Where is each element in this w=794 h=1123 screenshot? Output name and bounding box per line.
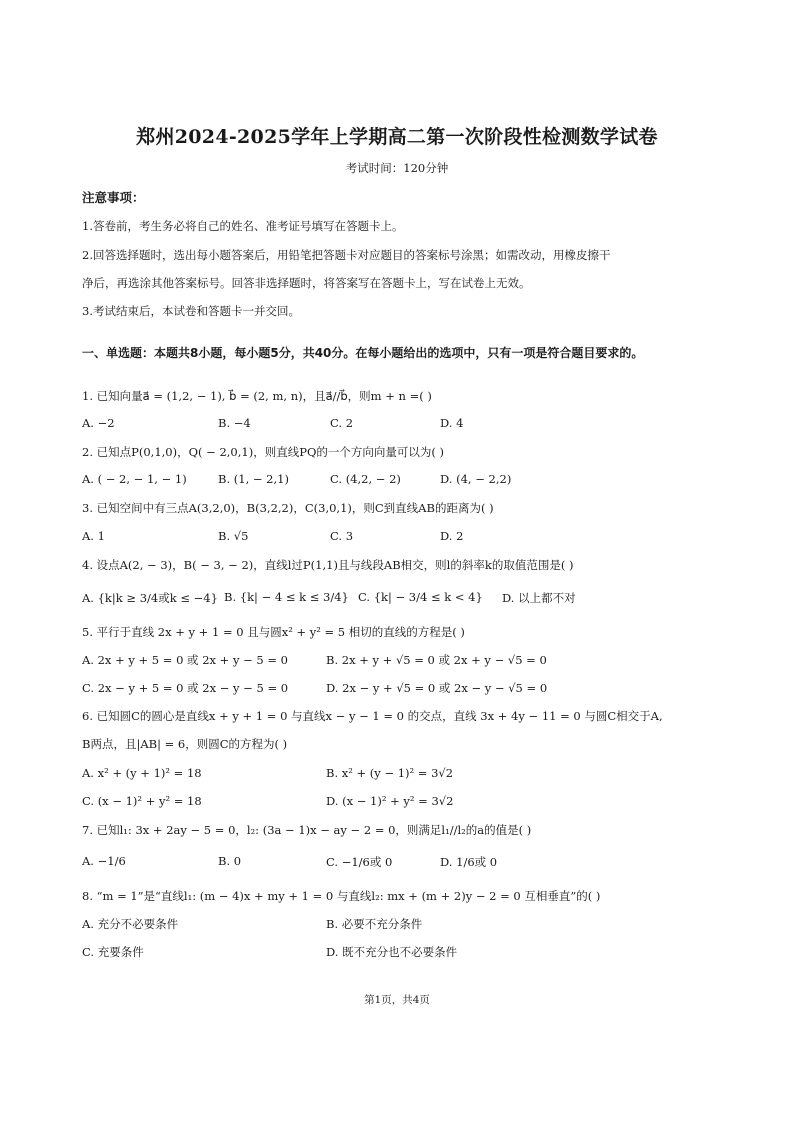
option-a: A. 2x + y + 5 = 0 或 2x + y − 5 = 0 [82,653,288,667]
option-a: A. 1 [82,529,105,543]
option-a: A. {k|k ≥ 3/4或k ≤ −4} [82,591,218,605]
option-c: C. 3 [330,529,354,543]
option-c: C. 2x − y + 5 = 0 或 2x − y − 5 = 0 [82,681,289,695]
section-heading: 一、单选题：本题共8小题，每小题5分，共40分。在每小题给出的选项中，只有一项是符合题目要求的。 [82,346,644,360]
option-a: A. −1/6 [82,854,126,868]
option-c: C. {k| − 3/4 ≤ k < 4} [358,590,483,604]
option-b: B. {k| − 4 ≤ k ≤ 3/4} [224,590,349,604]
option-d: D. (4, − 2,2) [440,472,512,486]
option-b: B. −4 [218,416,251,430]
question-stem: 8. “m = 1”是“直线l₁: (m − 4)x + my + 1 = 0 与直线l₂: mx + (m + 2)y − 2 = 0 互相垂直”的( ) [82,889,601,903]
question-stem: 5. 平行于直线 2x + y + 1 = 0 且与圆x² + y² = 5 相切的直线的方程是( ) [82,625,465,639]
option-b: B. √5 [218,529,249,543]
page-footer: 第1页，共4页 [364,994,430,1006]
option-d: D. 既不充分也不必要条件 [326,945,458,959]
option-b: B. 2x + y + √5 = 0 或 2x + y − √5 = 0 [326,653,547,667]
notice-line: 1.答卷前，考生务必将自己的姓名、准考证号填写在答题卡上。 [82,219,404,233]
option-d: D. (x − 1)² + y² = 3√2 [326,794,454,808]
notice-line: 2.回答选择题时，选出每小题答案后，用铅笔把答题卡对应题目的答案标号涂黑；如需改动，用橡皮擦干 [82,248,611,262]
question-stem: 2. 已知点P(0,1,0)，Q( − 2,0,1)，则直线PQ的一个方向向量可以为( ) [82,445,445,459]
option-c: C. 2 [330,416,354,430]
question-stem: 6. 已知圆C的圆心是直线x + y + 1 = 0 与直线x − y − 1 = 0 的交点，直线 3x + 4y − 11 = 0 与圆C相交于A, [82,709,663,723]
exam-time: 考试时间：120分钟 [345,161,449,175]
question-stem: 4. 设点A(2, − 3)，B( − 3, − 2)，直线l过P(1,1)且与线段AB相交，则l的斜率k的取值范围是( ) [82,558,574,572]
notice-title: 注意事项： [82,190,145,205]
option-a: A. −2 [82,416,115,430]
option-d: D. 4 [440,416,464,430]
option-c: C. (x − 1)² + y² = 18 [82,794,202,808]
option-a: A. 充分不必要条件 [82,917,179,931]
option-b: B. 必要不充分条件 [326,917,423,931]
option-b: B. x² + (y − 1)² = 3√2 [326,766,454,780]
option-c: C. 充要条件 [82,945,144,959]
option-c: C. −1/6或 0 [326,855,393,869]
option-b: B. 0 [218,854,242,868]
option-a: A. x² + (y + 1)² = 18 [82,766,202,780]
option-d: D. 2x − y + √5 = 0 或 2x − y − √5 = 0 [326,681,548,695]
option-d: D. 以上都不对 [502,591,576,605]
notice-line: 3.考试结束后，本试卷和答题卡一并交回。 [82,304,300,318]
option-d: D. 1/6或 0 [440,855,498,869]
option-b: B. (1, − 2,1) [218,472,289,486]
question-stem: 7. 已知l₁: 3x + 2ay − 5 = 0，l₂: (3a − 1)x − ay − 2 = 0，则满足l₁//l₂的a的值是( ) [82,823,532,837]
option-d: D. 2 [440,529,464,543]
question-stem-cont: B两点，且|AB| = 6，则圆C的方程为( ) [82,737,288,751]
option-c: C. (4,2, − 2) [330,472,401,486]
page-title: 郑州2024-2025学年上学期高二第一次阶段性检测数学试卷 [136,126,658,148]
option-a: A. ( − 2, − 1, − 1) [82,472,187,486]
question-stem: 3. 已知空间中有三点A(3,2,0)，B(3,2,2)，C(3,0,1)，则C到直线AB的距离为( ) [82,501,494,515]
question-stem: 1. 已知向量a⃗ = (1,2, − 1), b⃗ = (2, m, n)，且a⃗//b⃗，则m + n =( ) [82,389,432,403]
notice-line: 净后，再选涂其他答案标号。回答非选择题时，将答案写在答题卡上，写在试卷上无效。 [82,276,531,290]
